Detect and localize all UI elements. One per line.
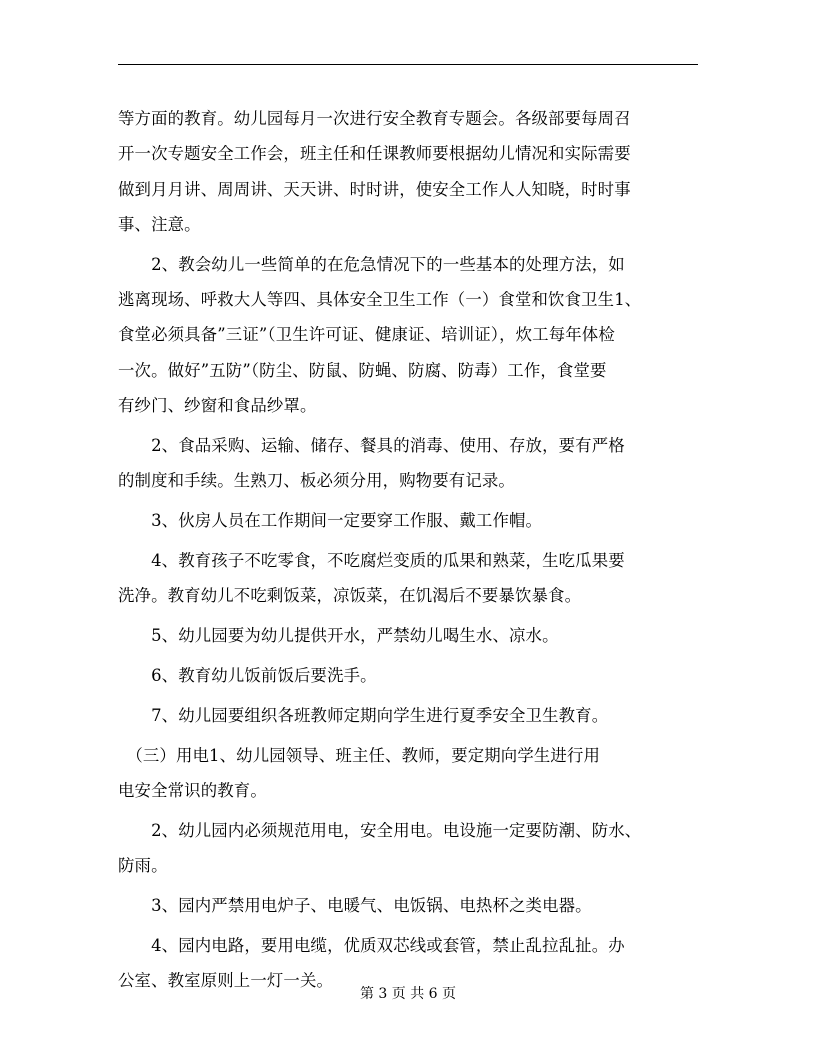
text-line: 4、教育孩子不吃零食，不吃腐烂变质的瓜果和熟菜，生吃瓜果要: [118, 550, 625, 570]
text-line: 开一次专题安全工作会，班主任和任课教师要根据幼儿情况和实际需要: [118, 144, 631, 164]
paragraph: [118, 503, 708, 538]
paragraph: [118, 738, 708, 809]
text-line: 7、幼儿园要组织各班教师定期向学生进行夏季安全卫生教育。: [118, 705, 609, 725]
text-line: 5、幼儿园要为幼儿提供开水，严禁幼儿喝生水、凉水。: [118, 626, 559, 646]
text-line: 做到月月讲、周周讲、天天讲、时时讲，使安全工作人人知晓，时时事: [118, 179, 631, 199]
text-line: 电安全常识的教育。: [118, 781, 267, 801]
page-number: 第 3 页 共 6 页: [359, 986, 457, 1002]
text-line: 6、教育幼儿饭前饭后要洗手。: [118, 666, 377, 686]
text-line: 3、伙房人员在工作期间一定要穿工作服、戴工作帽。: [118, 511, 543, 531]
text-line: 4、园内电路，要用电缆，优质双芯线或套管，禁止乱拉乱扯。办: [118, 936, 625, 956]
paragraph: [118, 618, 708, 653]
text-line: 2、幼儿园内必须规范用电，安全用电。电设施一定要防潮、防水、: [118, 820, 642, 840]
paragraph: [118, 101, 708, 242]
text-line: 公室、教室原则上一灯一关。: [118, 971, 334, 991]
text-line: （三）用电1、幼儿园领导、班主任、教师，要定期向学生进行用: [118, 745, 601, 765]
text-line: 有纱门、纱窗和食品纱罩。: [118, 395, 317, 415]
paragraph: [118, 658, 708, 693]
document-body: [118, 101, 708, 999]
paragraph: [118, 698, 708, 733]
text-line: 2、教会幼儿一些简单的在危急情况下的一些基本的处理方法，如: [118, 254, 625, 274]
text-line: 洗净。教育幼儿不吃剩饭菜，凉饭菜，在饥渴后不要暴饮暴食。: [118, 586, 582, 606]
text-line: 防雨。: [118, 856, 168, 876]
paragraph: [118, 543, 708, 614]
text-line: 2、食品采购、运输、储存、餐具的消毒、使用、存放，要有严格: [118, 435, 625, 455]
text-line: 食堂必须具备”三证”（卫生许可证、健康证、培训证），炊工每年体检: [118, 325, 615, 345]
header-rule: [118, 64, 698, 65]
paragraph: [118, 813, 708, 884]
paragraph: [118, 247, 708, 423]
text-line: 等方面的教育。幼儿园每月一次进行安全教育专题会。各级部要每周召: [118, 109, 631, 128]
text-line: 逃离现场、呼救大人等四、具体安全卫生工作（一）食堂和饮食卫生1、: [118, 290, 642, 310]
text-line: 事、注意。: [118, 214, 201, 234]
paragraph: [118, 428, 708, 499]
text-line: 一次。做好”五防”（防尘、防鼠、防蝇、防腐、防毒）工作，食堂要: [118, 360, 607, 380]
paragraph: [118, 888, 708, 923]
text-line: 的制度和手续。生熟刀、板必须分用，购物要有记录。: [118, 471, 515, 491]
text-line: 3、园内严禁用电炉子、电暖气、电饭锅、电热杯之类电器。: [118, 896, 592, 916]
